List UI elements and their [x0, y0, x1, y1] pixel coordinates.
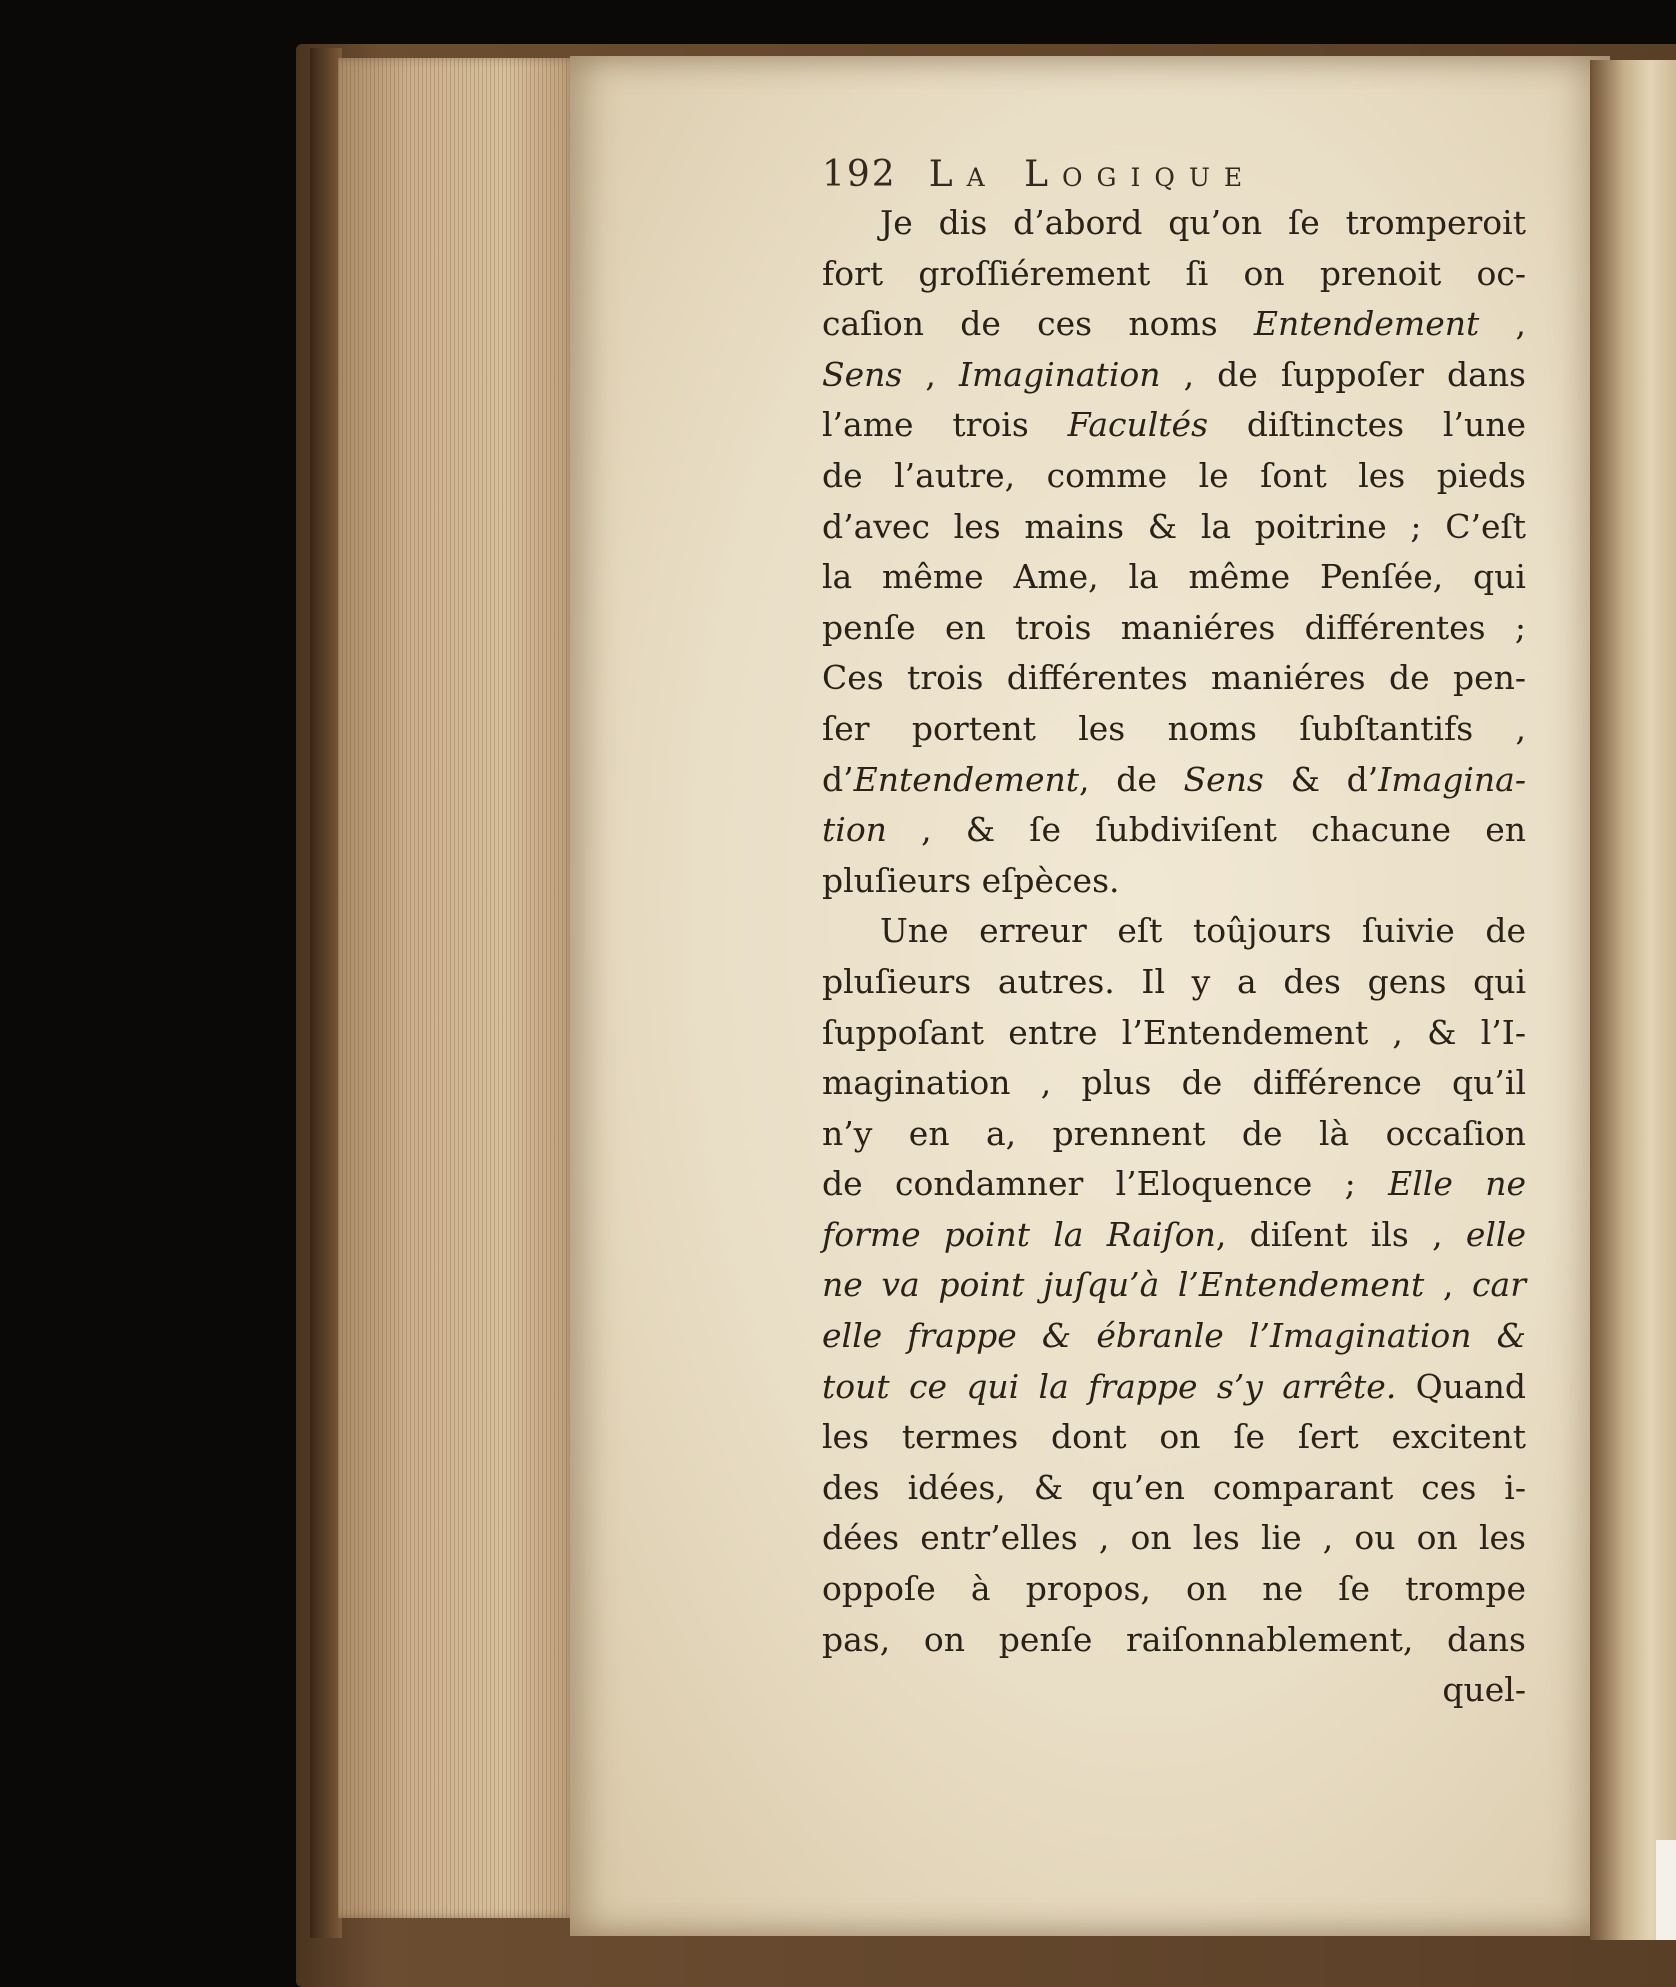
text-line: [822, 451, 1526, 502]
text-run: caſion de ces noms: [822, 304, 1254, 344]
text-run: Je dis d’abord qu’on ſe tromperoit: [880, 203, 1526, 242]
text-line: [822, 603, 1526, 654]
text-run: fort groſſiérement ſi on prenoit oc-: [822, 253, 1526, 293]
text-line: [822, 502, 1526, 553]
text-line: [822, 350, 1526, 401]
text-run: , & ſe ſubdiviſent chacune en: [886, 810, 1526, 850]
running-title: La Logique: [928, 154, 1257, 195]
text-run: d’avec les mains & la poitrine ; C’eſt: [822, 506, 1526, 546]
text-run: & d’: [1263, 759, 1379, 799]
text-run: , de: [1079, 759, 1184, 799]
text-line: [822, 1513, 1526, 1564]
italic-text: Facultés: [1067, 405, 1209, 445]
text-line: [822, 1159, 1526, 1210]
italic-text: elle: [1465, 1214, 1526, 1254]
text-line: [822, 1210, 1526, 1261]
text-run: ſuppoſant entre l’Entendement , & l’I-: [822, 1012, 1526, 1052]
text-run: oppoſe à propos, on ne ſe trompe: [822, 1569, 1526, 1609]
italic-text: car: [1472, 1265, 1526, 1305]
text-line: [822, 906, 1526, 957]
page-tab: [1656, 1840, 1676, 1940]
text-line: [822, 1463, 1526, 1514]
text-run: pluſieurs autres. Il y a des gens qui: [822, 961, 1526, 1001]
facing-page-sliver: [1590, 60, 1676, 1940]
text-run: l’ame trois: [822, 405, 1068, 445]
text-run: , diſent ils ,: [1215, 1214, 1466, 1254]
italic-text: tion: [822, 810, 887, 850]
text-line: [822, 653, 1526, 704]
text-run: des idées, & qu’en comparant ces i-: [822, 1467, 1526, 1507]
italic-text: Imagination: [958, 354, 1161, 394]
text-run: les termes dont on ſe ſert excitent: [822, 1417, 1526, 1457]
text-run: Quand: [1396, 1366, 1526, 1406]
text-run: de condamner l’Eloquence ;: [822, 1164, 1389, 1204]
text-line: [822, 552, 1526, 603]
text-line: [822, 198, 1526, 249]
italic-text: Entendement: [853, 759, 1080, 799]
text-run: de l’autre, comme le ſont les pieds: [822, 455, 1526, 495]
text-line: [822, 755, 1526, 806]
page-body: [822, 198, 1526, 1665]
text-run: n’y en a, prennent de là occaſion: [822, 1113, 1526, 1153]
text-run: diſtinctes l’une: [1208, 405, 1526, 445]
text-run: Une erreur eſt toûjours ſuivie de: [880, 911, 1526, 951]
text-line: [822, 1362, 1526, 1413]
text-line: [822, 1564, 1526, 1615]
italic-text: Sens: [1183, 759, 1264, 799]
text-line: [822, 1615, 1526, 1666]
text-run: pluſieurs eſpèces.: [822, 860, 1120, 900]
text-line: [822, 400, 1526, 451]
text-run: , de ſuppoſer dans: [1160, 354, 1526, 394]
text-line: [822, 1260, 1526, 1311]
text-line: [822, 299, 1526, 350]
text-line: [822, 856, 1526, 907]
text-line: [822, 249, 1526, 300]
italic-text: Entendement: [1253, 304, 1480, 344]
text-run: Ces trois différentes maniéres de pen-: [822, 658, 1526, 698]
text-line: [822, 1311, 1526, 1362]
text-run: ,: [1424, 1265, 1473, 1305]
text-run: magination , plus de différence qu’il: [822, 1063, 1526, 1103]
italic-text: Sens: [822, 354, 903, 394]
text-run: ,: [1479, 304, 1526, 344]
text-line: [822, 1008, 1526, 1059]
text-run: ,: [902, 354, 959, 394]
text-line: [822, 805, 1526, 856]
italic-text: ne va point juſqu’à l’Entendement: [822, 1265, 1425, 1305]
text-line: [822, 1058, 1526, 1109]
italic-text: tout ce qui la frappe s’y arrête.: [822, 1366, 1397, 1406]
text-run: penſe en trois maniéres différentes ;: [822, 607, 1526, 647]
text-line: [822, 1109, 1526, 1160]
italic-text: Imagina-: [1378, 759, 1527, 799]
page-edges: [338, 58, 578, 1918]
text-run: pas, on penſe raiſonnablement, dans: [822, 1619, 1526, 1659]
text-run: la même Ame, la même Penſée, qui: [822, 557, 1526, 597]
italic-text: elle frappe & ébranle l’Imagination &: [822, 1316, 1526, 1356]
text-run: d’: [822, 759, 854, 799]
page-number: 192: [822, 154, 897, 195]
text-line: [822, 957, 1526, 1008]
catchword: quel-: [1442, 1670, 1526, 1710]
text-line: [822, 1412, 1526, 1463]
text-line: [822, 704, 1526, 755]
page-text-block: [822, 154, 1526, 1716]
italic-text: forme point la Raiſon: [822, 1214, 1216, 1254]
text-run: dées entr’elles , on les lie , ou on les: [822, 1518, 1526, 1558]
italic-text: Elle ne: [1388, 1164, 1526, 1204]
text-run: ſer portent les noms ſubſtantifs ,: [822, 708, 1526, 748]
page-header: [822, 154, 1526, 198]
